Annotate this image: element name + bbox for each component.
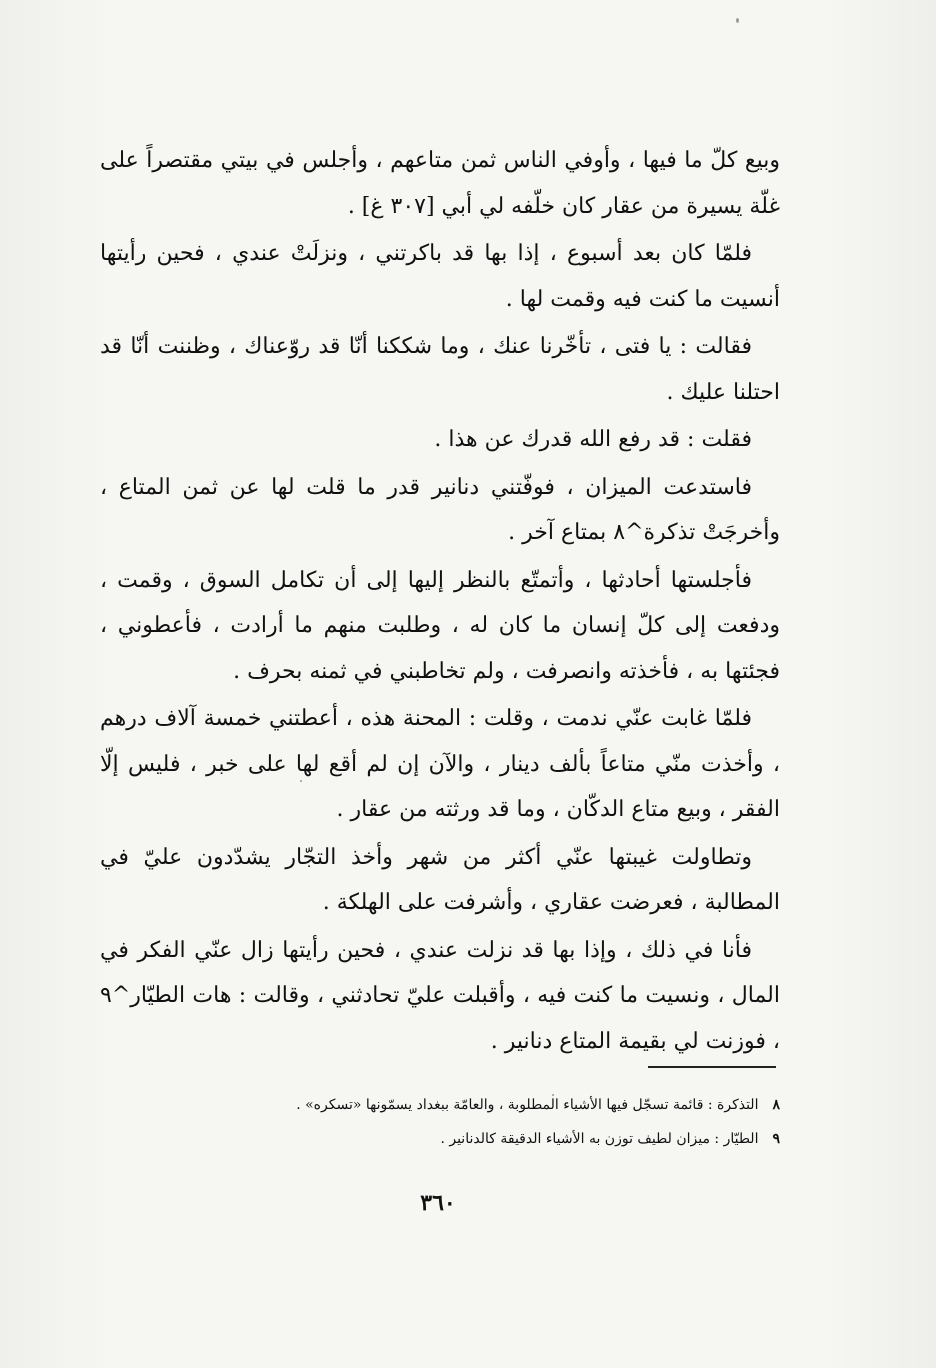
paragraph: فلمّا كان بعد أسبوع ، إذا بها قد باكرتني ، ونزلَتْ عندي ، فحين رأيتها أنسيت ما كنت فيه وقمت لها . xyxy=(100,241,780,312)
footnote xyxy=(240,1122,780,1156)
footnote-number: ٨ xyxy=(772,1097,780,1113)
footnote-text: التذكرة : قائمة تسجّل فيها الأشياء المطلوبة ، والعامّة ببغداد يسمّونها «تسكره» . xyxy=(296,1097,759,1113)
footnotes xyxy=(240,1088,780,1156)
paragraph: فقالت : يا فتى ، تأخّرنا عنك ، وما شككنا أنّا قد روّعناك ، وظننت أنّا قد احتلنا عليك . xyxy=(100,334,780,405)
paragraph: فقلت : قد رفع الله قدرك عن هذا . xyxy=(434,427,752,452)
footnote-text: الطيّار : ميزان لطيف توزن به الأشياء الدقيقة كالدنانير . xyxy=(440,1131,759,1147)
paragraph: فأجلستها أحادثها ، وأتمتّع بالنظر إليها إلى أن تكامل السوق ، وقمت ، ودفعت إلى كلّ إنسان ما كان له ، وطلبت منهم ما أرادت ، فأعطوني ، فجئتها به ، فأخذته وانصرفت ، ولم تخاطبني في ثمنه بحرف . xyxy=(100,567,780,684)
paragraph: وبيع كلّ ما فيها ، وأوفي الناس ثمن متاعهم ، وأجلس في بيتي مقتصراً على غلّة يسيرة من عقار كان خلّفه لي أبي [٣٠٧ غ] . xyxy=(100,148,780,219)
dust-speck xyxy=(736,18,739,23)
footnote xyxy=(240,1088,780,1122)
paragraph: فاستدعت الميزان ، فوفّتني دنانير قدر ما قلت لها عن ثمن المتاع ، وأخرجَتْ تذكرة^٨ بمتاع آخر . xyxy=(100,474,780,545)
paragraph: وتطاولت غيبتها عنّي أكثر من شهر وأخذ التجّار يشدّدون عليّ في المطالبة ، فعرضت عقاري ، وأشرفت على الهلكة . xyxy=(100,844,780,915)
body-text xyxy=(100,138,780,1064)
footnote-number: ٩ xyxy=(772,1131,780,1147)
paragraph: فأنا في ذلك ، وإذا بها قد نزلت عندي ، فحين رأيتها زال عنّي الفكر في المال ، ونسيت ما كنت فيه ، وأقبلت عليّ تحادثني ، وقالت : هات الطيّار^٩ ، فوزنت لي بقيمة المتاع دنانير . xyxy=(100,937,780,1054)
page-number: ٣٦٠ xyxy=(420,1190,456,1216)
paragraph: فلمّا غابت عنّي ندمت ، وقلت : المحنة هذه ، أعطتني خمسة آلاف درهم ، وأخذت منّي متاعاً بألف دينار ، والآن إن لم أقع لها على خبر ، فليس إلّا الفقر ، وبيع متاع الدكّان ، وما قد ورثته من عقار . xyxy=(100,706,780,822)
footnote-divider xyxy=(648,1066,776,1068)
